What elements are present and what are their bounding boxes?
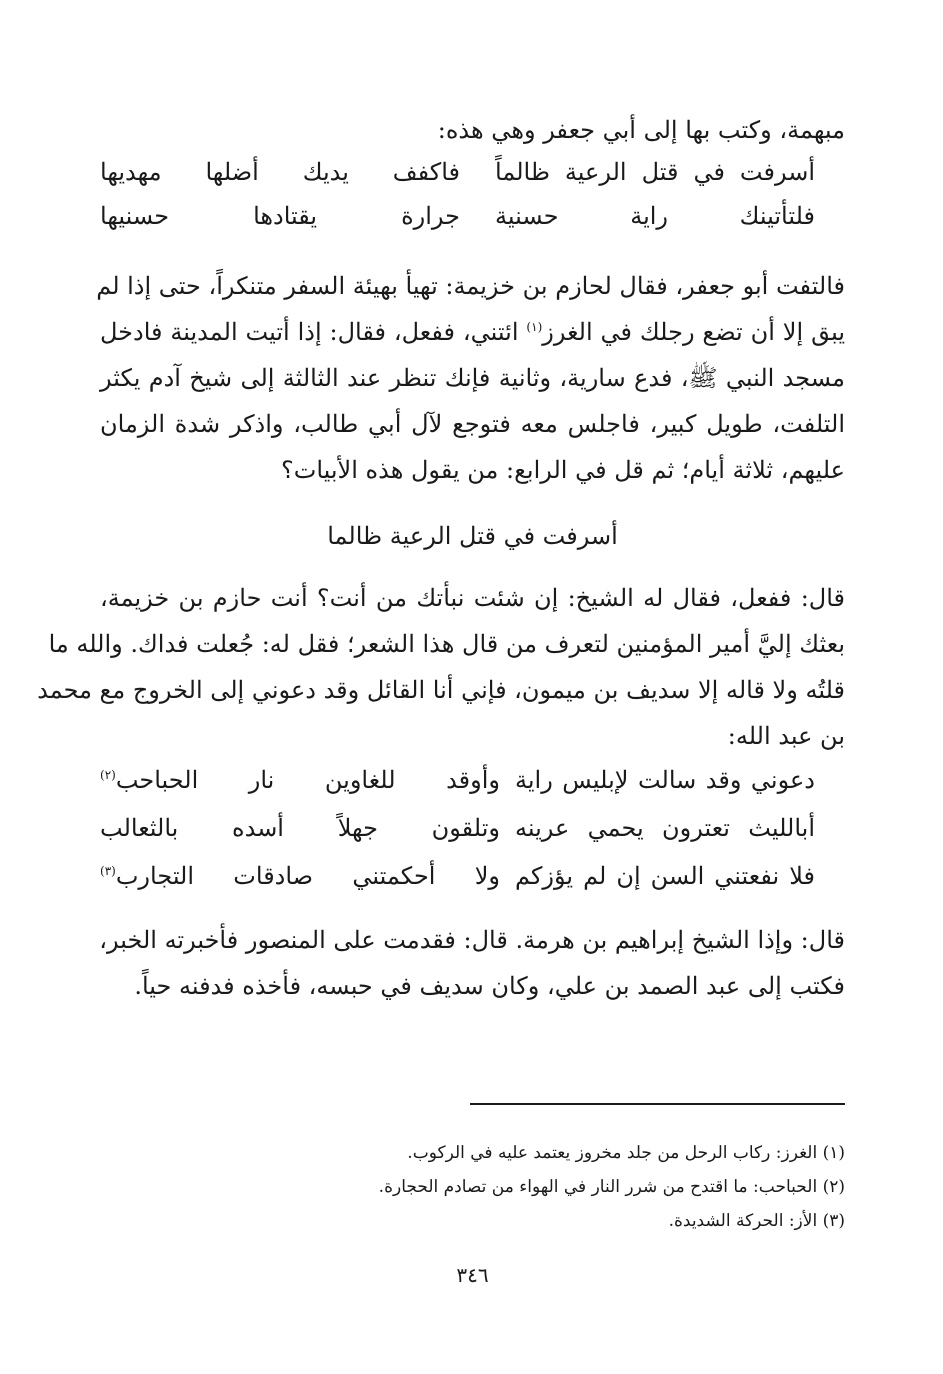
intro-line: مبهمة، وكتب بها إلى أبي جعفر وهي هذه: <box>437 116 845 144</box>
footnote-ref-3: (٣) <box>100 864 116 878</box>
para2-line-1: قال: ففعل، فقال له الشيخ: إن شئت نبأتك من أنت؟ أنت حازم بن خزيمة، <box>100 584 845 612</box>
hemistich-second: جرارة يقتادها حسنيها <box>100 202 460 230</box>
poem1-verse-2 <box>100 196 845 236</box>
footnote-divider <box>470 1103 845 1105</box>
hemistich-second <box>100 856 500 896</box>
para3-line-1: قال: وإذا الشيخ إبراهيم بن هرمة. قال: فقدمت على المنصور فأخبرته الخبر، <box>99 926 845 954</box>
poem2-verse-1 <box>100 760 845 800</box>
hemistich-first: فلتأتينك راية حسنية <box>495 202 815 230</box>
para1-line-4: التلفت، طويل كبير، فاجلس معه فتوجع لآل أبي طالب، واذكر شدة الزمان <box>100 410 846 438</box>
footnote-3: (٣) الأز: الحركة الشديدة. <box>668 1211 845 1231</box>
para1-line-2-text-b: ائتني، ففعل، فقال: إذا أتيت المدينة فادخل <box>100 318 519 346</box>
footnote-2: (٢) الحباحب: ما اقتدح من شرر النار في الهواء من تصادم الحجارة. <box>378 1177 845 1197</box>
poem1-verse-1 <box>100 152 845 192</box>
para1-line-5: عليهم، ثلاثة أيام؛ ثم قل في الرابع: من يقول هذه الأبيات؟ <box>280 456 845 484</box>
hemistich-first: دعوني وقد سالت لإبليس راية <box>515 766 815 794</box>
poem2-verse-3 <box>100 856 845 896</box>
quoted-verse: أسرفت في قتل الرعية ظالما <box>327 522 618 550</box>
hemistich-first: أسرفت في قتل الرعية ظالماً <box>495 158 815 186</box>
poem2-verse-2 <box>100 808 845 848</box>
footnote-ref-2: (٢) <box>100 768 116 782</box>
book-page <box>37 100 846 1300</box>
hemistich-first: أبالليث تعترون يحمي عرينه <box>515 814 815 842</box>
hemistich-second-text: وأوقد للغاوين نار الحباحب <box>115 766 500 794</box>
hemistich-second: فاكفف يديك أضلها مهديها <box>100 158 460 186</box>
hemistich-second-text: ولا أحكمتني صادقات التجارب <box>115 862 500 890</box>
para1-line-2-text: يبق إلا أن تضع رجلك في الغرز <box>542 318 846 346</box>
page-number: ٣٤٦ <box>456 1263 489 1287</box>
para3-line-2: فكتب إلى عبد الصمد بن علي، وكان سديف في حبسه، فأخذه فدفنه حياً. <box>134 972 845 1000</box>
para2-line-3: قلتُه ولا قاله إلا سديف بن ميمون، فإني أنا القائل وقد دعوني إلى الخروج مع محمد <box>37 676 845 704</box>
para2-line-2: بعثك إليَّ أمير المؤمنين لتعرف من قال هذا الشعر؛ فقل له: جُعلت فداك. والله ما <box>48 630 845 658</box>
para1-line-2 <box>100 314 845 350</box>
hemistich-second: وتلقون جهلاً أسده بالثعالب <box>100 814 500 842</box>
hemistich-second <box>100 760 500 800</box>
para1-line-3: مسجد النبي ﷺ، فدع سارية، وثانية فإنك تنظر عند الثالثة إلى شيخ آدم يكثر <box>100 364 845 392</box>
footnote-1: (١) الغرز: ركاب الرحل من جلد مخروز يعتمد عليه في الركوب. <box>407 1143 845 1163</box>
hemistich-first: فلا نفعتني السن إن لم يؤزكم <box>515 862 815 890</box>
footnote-ref-1: (١) <box>526 320 543 334</box>
para1-line-1: فالتفت أبو جعفر، فقال لحازم بن خزيمة: تهيأ بهيئة السفر متنكراً، حتى إذا لم <box>96 272 845 300</box>
para2-line-4: بن عبد الله: <box>727 722 845 750</box>
